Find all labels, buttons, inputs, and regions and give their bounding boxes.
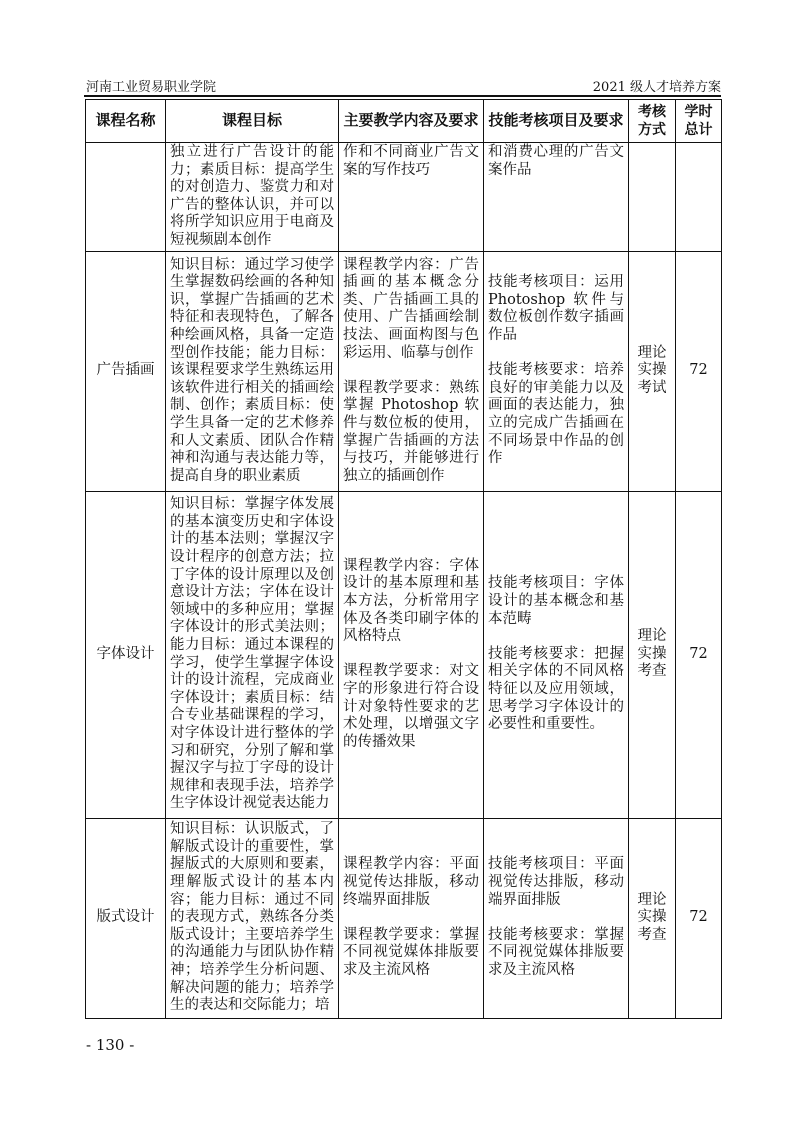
course-table bbox=[85, 99, 722, 1019]
course-goal: 知识目标：通过学习使学生掌握数码绘画的各种知识，掌握广告插画的艺术特征和表现特色，了解各种绘画风格，具备一定造型创作技能；能力目标：该课程要求学生熟练运用该软件进行相关的插画绘制、创作；素质目标：使学生具备一定的艺术修养和人文素质、团队合作精神和沟通与表达能力等，提高自身的职业素质 bbox=[166, 251, 339, 491]
col-header: 课程名称 bbox=[86, 100, 166, 143]
page-number: - 130 - bbox=[86, 1036, 135, 1054]
table-header-row bbox=[86, 100, 722, 143]
course-goal: 独立进行广告设计的能力；素质目标：提高学生的对创造力、鉴赏力和对广告的整体认识，并可以将所学知识应用于电商及短视频剧本创作 bbox=[166, 143, 339, 252]
header-institution: 河南工业贸易职业学院 bbox=[86, 80, 217, 95]
table-row bbox=[86, 818, 722, 1018]
course-name bbox=[86, 143, 166, 252]
content-paragraph: 课程教学内容：平面视觉传达排版，移动终端界面排版 bbox=[343, 856, 479, 908]
total-hours: 72 bbox=[676, 818, 722, 1018]
content-paragraph: 课程教学要求：对文字的形象进行符合设计对象特性要求的艺术处理，以增强文字的传播效果 bbox=[343, 663, 479, 750]
table-row bbox=[86, 143, 722, 252]
course-goal: 知识目标：掌握字体发展的基本演变历史和字体设计的基本法则；掌握汉字设计程序的创意方法；拉丁字体的设计原理以及创意设计方法；字体在设计领域中的多种应用；掌握字体设计的形式美法则；能力目标：通过本课程的学习，使学生掌握字体设计的设计流程，完成商业字体设计；素质目标：结合专业基础课程的学习，对字体设计进行整体的学习和研究，分别了解和掌握汉字与拉丁字母的设计规律和表现手法，培养学生字体设计视觉表达能力 bbox=[166, 491, 339, 818]
course-skill bbox=[484, 491, 629, 818]
course-goal: 知识目标：认识版式，了解版式设计的重要性，掌握版式的大原则和要素，理解版式设计的基本内容；能力目标：通过不同的表现方式，熟练各分类版式设计；主要培养学生的沟通能力与团队协作精神；培养学生分析问题、解决问题的能力；培养学生的表达和交际能力；培 bbox=[166, 818, 339, 1018]
skill-paragraph: 技能考核项目：运用 Photoshop 软件与数位板创作数字插画作品 bbox=[488, 274, 624, 344]
exam-method: 理论实操考查 bbox=[629, 491, 676, 818]
header-rule bbox=[84, 95, 721, 97]
skill-paragraph: 和消费心理的广告文案作品 bbox=[488, 144, 624, 178]
table-row bbox=[86, 251, 722, 491]
col-header: 学时总计 bbox=[676, 100, 722, 143]
course-name: 字体设计 bbox=[86, 491, 166, 818]
total-hours: 72 bbox=[676, 491, 722, 818]
skill-paragraph: 技能考核项目：平面视觉传达排版，移动端界面排版 bbox=[488, 856, 624, 908]
course-skill bbox=[484, 143, 629, 252]
content-paragraph: 课程教学内容：字体设计的基本原理和基本方法，分析常用字体及各类印刷字体的风格特点 bbox=[343, 557, 479, 645]
skill-paragraph: 技能考核要求：培养良好的审美能力以及画面的表达能力，独立的完成广告插画在不同场景中作品的创作 bbox=[488, 362, 624, 467]
table-row bbox=[86, 491, 722, 818]
skill-paragraph: 技能考核项目：字体设计的基本概念和基本范畴 bbox=[488, 575, 624, 627]
content-paragraph: 课程教学内容：广告插画的基本概念分类、广告插画工具的使用、广告插画绘制技法、画面构图与色彩运用、临摹与创作 bbox=[343, 256, 479, 361]
course-content bbox=[339, 251, 484, 491]
content-paragraph: 课程教学要求：掌握不同视觉媒体排版要求及主流风格 bbox=[343, 926, 479, 979]
course-name: 广告插画 bbox=[86, 251, 166, 491]
header-plan-title: 2021 级人才培养方案 bbox=[592, 80, 721, 95]
content-paragraph: 作和不同商业广告文案的写作技巧 bbox=[343, 144, 479, 178]
exam-method: 理论实操考试 bbox=[629, 251, 676, 491]
course-content bbox=[339, 818, 484, 1018]
course-skill bbox=[484, 251, 629, 491]
skill-paragraph: 技能考核要求：把握相关字体的不同风格特征以及应用领域，思考学习字体设计的必要性和重要性。 bbox=[488, 645, 624, 733]
col-header: 技能考核项目及要求 bbox=[484, 100, 629, 143]
course-skill bbox=[484, 818, 629, 1018]
content-paragraph: 课程教学要求：熟练掌握 Photoshop 软件与数位板的使用，掌握广告插画的方法与技巧，并能够进行独立的插画创作 bbox=[343, 379, 479, 484]
course-content bbox=[339, 491, 484, 818]
col-header: 课程目标 bbox=[166, 100, 339, 143]
exam-method bbox=[629, 143, 676, 252]
total-hours bbox=[676, 143, 722, 252]
course-name: 版式设计 bbox=[86, 818, 166, 1018]
exam-method: 理论实操考查 bbox=[629, 818, 676, 1018]
skill-paragraph: 技能考核要求：掌握不同视觉媒体排版要求及主流风格 bbox=[488, 926, 624, 979]
col-header: 主要教学内容及要求 bbox=[339, 100, 484, 143]
course-content bbox=[339, 143, 484, 252]
total-hours: 72 bbox=[676, 251, 722, 491]
col-header: 考核方式 bbox=[629, 100, 676, 143]
